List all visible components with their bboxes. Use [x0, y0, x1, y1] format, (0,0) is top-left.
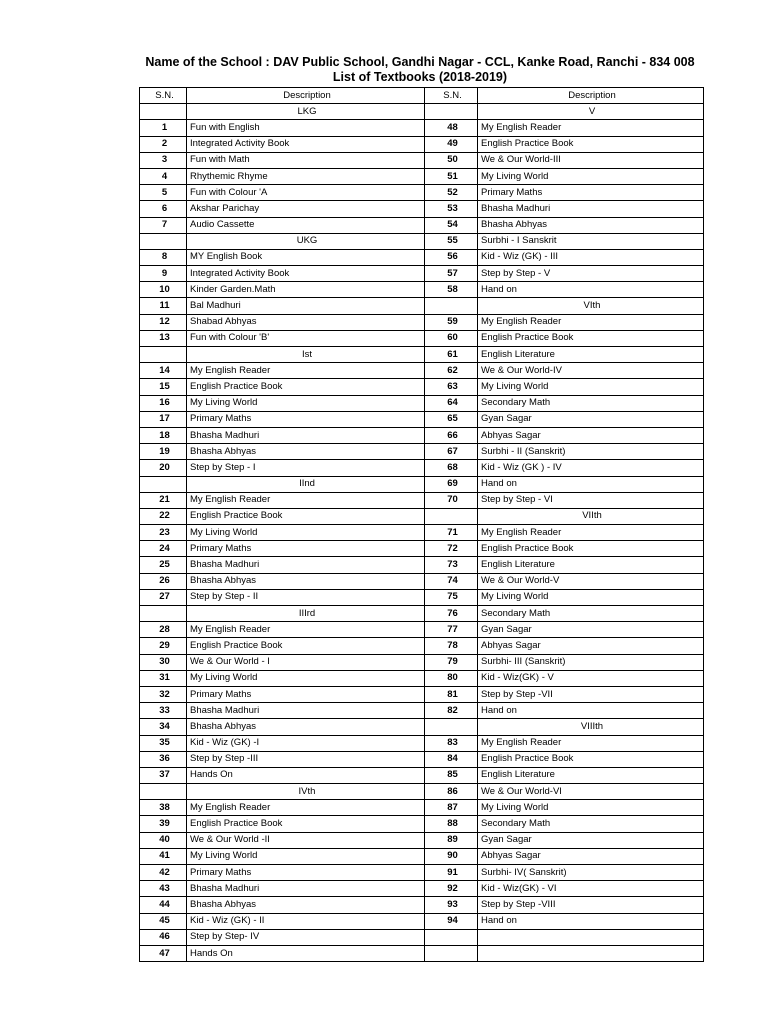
serial-number-right: 76 [425, 606, 478, 622]
serial-number-right: 64 [425, 395, 478, 411]
serial-number-right: 74 [425, 573, 478, 589]
book-title-left: English Practice Book [187, 508, 425, 524]
book-title-right: My Living World [478, 589, 704, 605]
serial-number-left: 13 [140, 330, 187, 346]
table-row [140, 541, 704, 557]
serial-number-right: 93 [425, 897, 478, 913]
book-title-left: My Living World [187, 670, 425, 686]
book-title-right: My English Reader [478, 735, 704, 751]
table-row [140, 508, 704, 524]
serial-number-left: 24 [140, 541, 187, 557]
table-row [140, 249, 704, 265]
book-title-right: English Practice Book [478, 136, 704, 152]
table-row [140, 444, 704, 460]
class-heading-right: V [478, 104, 704, 120]
table-row [140, 168, 704, 184]
book-title-left: Fun with English [187, 120, 425, 136]
serial-number-left: 3 [140, 152, 187, 168]
serial-number-right: 60 [425, 330, 478, 346]
book-title-right: My English Reader [478, 120, 704, 136]
table-row [140, 185, 704, 201]
book-title-left: English Practice Book [187, 816, 425, 832]
school-name-title: Name of the School : DAV Public School, Gandhi Nagar - CCL, Kanke Road, Ranchi - 834 008 [145, 55, 695, 69]
book-title-right: Gyan Sagar [478, 411, 704, 427]
serial-number-left: 21 [140, 492, 187, 508]
serial-number-left: 2 [140, 136, 187, 152]
serial-number-blank-right [425, 298, 478, 314]
table-row [140, 557, 704, 573]
serial-number-blank-right [425, 104, 478, 120]
book-title-right: Secondary Math [478, 816, 704, 832]
serial-number-left: 22 [140, 508, 187, 524]
book-title-left: We & Our World -II [187, 832, 425, 848]
serial-number-right: 89 [425, 832, 478, 848]
book-title-right: My Living World [478, 800, 704, 816]
serial-number-left: 25 [140, 557, 187, 573]
serial-number-right: 55 [425, 233, 478, 249]
class-heading-left: LKG [187, 104, 425, 120]
serial-number-right: 85 [425, 767, 478, 783]
table-row [140, 525, 704, 541]
book-title-right: Kid - Wiz (GK ) - IV [478, 460, 704, 476]
book-title-right: Bhasha Abhyas [478, 217, 704, 233]
book-title-right: English Practice Book [478, 751, 704, 767]
serial-number-right: 56 [425, 249, 478, 265]
book-title-left: Primary Maths [187, 865, 425, 881]
header-description-right: Description [478, 88, 704, 104]
book-title-right: Primary Maths [478, 185, 704, 201]
book-title-right: Surbhi- III (Sanskrit) [478, 654, 704, 670]
table-row [140, 573, 704, 589]
table-row [140, 897, 704, 913]
table-row [140, 298, 704, 314]
book-title-right: We & Our World-IV [478, 363, 704, 379]
serial-number-right: 90 [425, 848, 478, 864]
book-title-right: Hand on [478, 703, 704, 719]
table-row [140, 848, 704, 864]
serial-number-left: 39 [140, 816, 187, 832]
serial-number-right: 79 [425, 654, 478, 670]
table-row [140, 881, 704, 897]
serial-number-left: 34 [140, 719, 187, 735]
serial-number-left: 17 [140, 411, 187, 427]
serial-number-left: 15 [140, 379, 187, 395]
book-title-left: Kinder Garden.Math [187, 282, 425, 298]
empty-cell-right [425, 945, 478, 961]
table-row [140, 460, 704, 476]
serial-number-left: 45 [140, 913, 187, 929]
book-title-left: Hands On [187, 767, 425, 783]
book-title-right: My Living World [478, 379, 704, 395]
serial-number-blank-left [140, 476, 187, 492]
table-row [140, 719, 704, 735]
serial-number-right: 61 [425, 347, 478, 363]
table-row [140, 120, 704, 136]
table-row [140, 945, 704, 961]
serial-number-left: 44 [140, 897, 187, 913]
book-title-left: MY English Book [187, 249, 425, 265]
serial-number-right: 81 [425, 686, 478, 702]
serial-number-blank-left [140, 347, 187, 363]
book-title-left: My English Reader [187, 363, 425, 379]
book-title-left: My English Reader [187, 622, 425, 638]
serial-number-left: 27 [140, 589, 187, 605]
serial-number-left: 42 [140, 865, 187, 881]
table-row [140, 427, 704, 443]
table-row [140, 832, 704, 848]
serial-number-left: 36 [140, 751, 187, 767]
book-title-left: My English Reader [187, 492, 425, 508]
book-title-left: Bhasha Madhuri [187, 881, 425, 897]
serial-number-left: 20 [140, 460, 187, 476]
serial-number-right: 83 [425, 735, 478, 751]
serial-number-left: 18 [140, 427, 187, 443]
table-row [140, 217, 704, 233]
serial-number-left: 26 [140, 573, 187, 589]
book-title-left: Bhasha Abhyas [187, 444, 425, 460]
table-row [140, 589, 704, 605]
serial-number-right: 54 [425, 217, 478, 233]
serial-number-right: 67 [425, 444, 478, 460]
book-title-left: Primary Maths [187, 541, 425, 557]
serial-number-right: 68 [425, 460, 478, 476]
serial-number-right: 57 [425, 266, 478, 282]
serial-number-left: 14 [140, 363, 187, 379]
book-title-right: English Practice Book [478, 541, 704, 557]
book-title-left: Primary Maths [187, 411, 425, 427]
book-title-left: English Practice Book [187, 379, 425, 395]
serial-number-left: 46 [140, 929, 187, 945]
book-title-right: Kid - Wiz(GK) - VI [478, 881, 704, 897]
book-title-right: Hand on [478, 282, 704, 298]
serial-number-right: 48 [425, 120, 478, 136]
serial-number-left: 6 [140, 201, 187, 217]
serial-number-left: 41 [140, 848, 187, 864]
serial-number-blank-left [140, 606, 187, 622]
serial-number-right: 78 [425, 638, 478, 654]
class-heading-right: VIth [478, 298, 704, 314]
book-title-right: Step by Step -VII [478, 686, 704, 702]
serial-number-left: 37 [140, 767, 187, 783]
serial-number-left: 11 [140, 298, 187, 314]
book-title-left: My Living World [187, 848, 425, 864]
book-title-right: My Living World [478, 168, 704, 184]
book-title-left: Step by Step - I [187, 460, 425, 476]
book-title-right: Secondary Math [478, 606, 704, 622]
table-row [140, 395, 704, 411]
class-heading-left: IVth [187, 784, 425, 800]
serial-number-blank-left [140, 784, 187, 800]
book-title-right: Hand on [478, 913, 704, 929]
table-row [140, 411, 704, 427]
class-heading-right: VIIth [478, 508, 704, 524]
serial-number-right: 52 [425, 185, 478, 201]
table-row [140, 622, 704, 638]
serial-number-left: 5 [140, 185, 187, 201]
table-row [140, 767, 704, 783]
serial-number-left: 23 [140, 525, 187, 541]
book-title-left: Bhasha Madhuri [187, 557, 425, 573]
serial-number-right: 73 [425, 557, 478, 573]
book-title-right: English Literature [478, 767, 704, 783]
book-title-right: We & Our World-VI [478, 784, 704, 800]
serial-number-left: 19 [140, 444, 187, 460]
serial-number-right: 51 [425, 168, 478, 184]
book-title-right: Gyan Sagar [478, 832, 704, 848]
table-row [140, 104, 704, 120]
book-title-left: My English Reader [187, 800, 425, 816]
serial-number-right: 92 [425, 881, 478, 897]
book-title-left: My Living World [187, 525, 425, 541]
book-title-left: Bhasha Madhuri [187, 427, 425, 443]
book-title-left: Shabad Abhyas [187, 314, 425, 330]
empty-cell-right [478, 945, 704, 961]
serial-number-right: 59 [425, 314, 478, 330]
serial-number-left: 40 [140, 832, 187, 848]
serial-number-right: 84 [425, 751, 478, 767]
table-row [140, 363, 704, 379]
book-title-right: We & Our World-V [478, 573, 704, 589]
serial-number-left: 7 [140, 217, 187, 233]
textbook-list-subtitle: List of Textbooks (2018-2019) [332, 70, 508, 84]
book-title-right: Abhyas Sagar [478, 848, 704, 864]
table-row [140, 800, 704, 816]
textbook-table [139, 87, 704, 962]
book-title-left: Step by Step -III [187, 751, 425, 767]
serial-number-left: 30 [140, 654, 187, 670]
table-row [140, 330, 704, 346]
book-title-left: Fun with Math [187, 152, 425, 168]
class-heading-left: UKG [187, 233, 425, 249]
serial-number-left: 32 [140, 686, 187, 702]
serial-number-right: 82 [425, 703, 478, 719]
book-title-right: English Practice Book [478, 330, 704, 346]
book-title-right: Kid - Wiz(GK) - V [478, 670, 704, 686]
table-row [140, 784, 704, 800]
table-row [140, 136, 704, 152]
table-row [140, 735, 704, 751]
book-title-right: Surbhi - I Sanskrit [478, 233, 704, 249]
table-row [140, 654, 704, 670]
serial-number-left: 10 [140, 282, 187, 298]
table-row [140, 913, 704, 929]
book-title-left: Bhasha Abhyas [187, 573, 425, 589]
serial-number-left: 47 [140, 945, 187, 961]
book-title-left: Akshar Parichay [187, 201, 425, 217]
book-title-left: Rhythemic Rhyme [187, 168, 425, 184]
book-title-right: Bhasha Madhuri [478, 201, 704, 217]
serial-number-right: 58 [425, 282, 478, 298]
serial-number-left: 12 [140, 314, 187, 330]
book-title-left: Bhasha Madhuri [187, 703, 425, 719]
table-body [140, 104, 704, 962]
serial-number-left: 16 [140, 395, 187, 411]
book-title-left: Fun with Colour 'B' [187, 330, 425, 346]
book-title-left: We & Our World - I [187, 654, 425, 670]
class-heading-left: IIIrd [187, 606, 425, 622]
book-title-right: Hand on [478, 476, 704, 492]
book-title-left: Bhasha Abhyas [187, 719, 425, 735]
serial-number-right: 62 [425, 363, 478, 379]
book-title-right: We & Our World-III [478, 152, 704, 168]
book-title-right: Step by Step -VIII [478, 897, 704, 913]
book-title-right: Secondary Math [478, 395, 704, 411]
table-row [140, 638, 704, 654]
table-row [140, 282, 704, 298]
serial-number-right: 70 [425, 492, 478, 508]
table-row [140, 476, 704, 492]
table-row [140, 703, 704, 719]
book-title-right: Kid - Wiz (GK) - III [478, 249, 704, 265]
table-row [140, 670, 704, 686]
table-row [140, 929, 704, 945]
serial-number-left: 43 [140, 881, 187, 897]
book-title-right: Step by Step - VI [478, 492, 704, 508]
serial-number-right: 86 [425, 784, 478, 800]
book-title-left: Kid - Wiz (GK) -I [187, 735, 425, 751]
serial-number-right: 91 [425, 865, 478, 881]
serial-number-blank-right [425, 719, 478, 735]
serial-number-right: 88 [425, 816, 478, 832]
class-heading-left: IInd [187, 476, 425, 492]
table-row [140, 233, 704, 249]
table-row [140, 816, 704, 832]
serial-number-right: 69 [425, 476, 478, 492]
book-title-right: Surbhi - II (Sanskrit) [478, 444, 704, 460]
table-row [140, 751, 704, 767]
class-heading-right: VIIIth [478, 719, 704, 735]
table-row [140, 347, 704, 363]
serial-number-left: 31 [140, 670, 187, 686]
book-title-left: Fun with Colour 'A [187, 185, 425, 201]
serial-number-left: 38 [140, 800, 187, 816]
table-row [140, 606, 704, 622]
book-title-right: Gyan Sagar [478, 622, 704, 638]
book-title-left: Audio Cassette [187, 217, 425, 233]
book-title-right: My English Reader [478, 525, 704, 541]
book-title-right: Abhyas Sagar [478, 427, 704, 443]
serial-number-right: 63 [425, 379, 478, 395]
table-row [140, 686, 704, 702]
book-title-right: My English Reader [478, 314, 704, 330]
book-title-left: Bhasha Abhyas [187, 897, 425, 913]
serial-number-left: 29 [140, 638, 187, 654]
book-title-left: Kid - Wiz (GK) - II [187, 913, 425, 929]
book-title-right: English Literature [478, 557, 704, 573]
book-title-left: Integrated Activity Book [187, 266, 425, 282]
serial-number-left: 4 [140, 168, 187, 184]
header-sn-left: S.N. [140, 88, 187, 104]
serial-number-left: 35 [140, 735, 187, 751]
table-row [140, 865, 704, 881]
book-title-left: English Practice Book [187, 638, 425, 654]
serial-number-right: 71 [425, 525, 478, 541]
book-title-left: Step by Step - II [187, 589, 425, 605]
book-title-left: Primary Maths [187, 686, 425, 702]
serial-number-blank-right [425, 508, 478, 524]
serial-number-left: 8 [140, 249, 187, 265]
serial-number-left: 9 [140, 266, 187, 282]
serial-number-right: 94 [425, 913, 478, 929]
book-title-left: Step by Step- IV [187, 929, 425, 945]
empty-cell-right [425, 929, 478, 945]
table-row [140, 314, 704, 330]
header-sn-right: S.N. [425, 88, 478, 104]
book-title-right: English Literature [478, 347, 704, 363]
serial-number-right: 75 [425, 589, 478, 605]
serial-number-right: 77 [425, 622, 478, 638]
serial-number-right: 50 [425, 152, 478, 168]
serial-number-left: 28 [140, 622, 187, 638]
table-header-row [140, 88, 704, 104]
table-row [140, 201, 704, 217]
serial-number-right: 49 [425, 136, 478, 152]
serial-number-right: 53 [425, 201, 478, 217]
serial-number-blank-left [140, 233, 187, 249]
book-title-right: Abhyas Sagar [478, 638, 704, 654]
table-row [140, 266, 704, 282]
serial-number-right: 87 [425, 800, 478, 816]
book-title-left: My Living World [187, 395, 425, 411]
serial-number-blank-left [140, 104, 187, 120]
serial-number-right: 65 [425, 411, 478, 427]
table-row [140, 492, 704, 508]
book-title-right: Surbhi- IV( Sanskrit) [478, 865, 704, 881]
book-title-left: Hands On [187, 945, 425, 961]
serial-number-right: 72 [425, 541, 478, 557]
table-row [140, 152, 704, 168]
table-row [140, 379, 704, 395]
serial-number-right: 66 [425, 427, 478, 443]
book-title-right: Step by Step - V [478, 266, 704, 282]
serial-number-right: 80 [425, 670, 478, 686]
class-heading-left: Ist [187, 347, 425, 363]
header-description-left: Description [187, 88, 425, 104]
serial-number-left: 33 [140, 703, 187, 719]
book-title-left: Integrated Activity Book [187, 136, 425, 152]
serial-number-left: 1 [140, 120, 187, 136]
empty-cell-right [478, 929, 704, 945]
book-title-left: Bal Madhuri [187, 298, 425, 314]
